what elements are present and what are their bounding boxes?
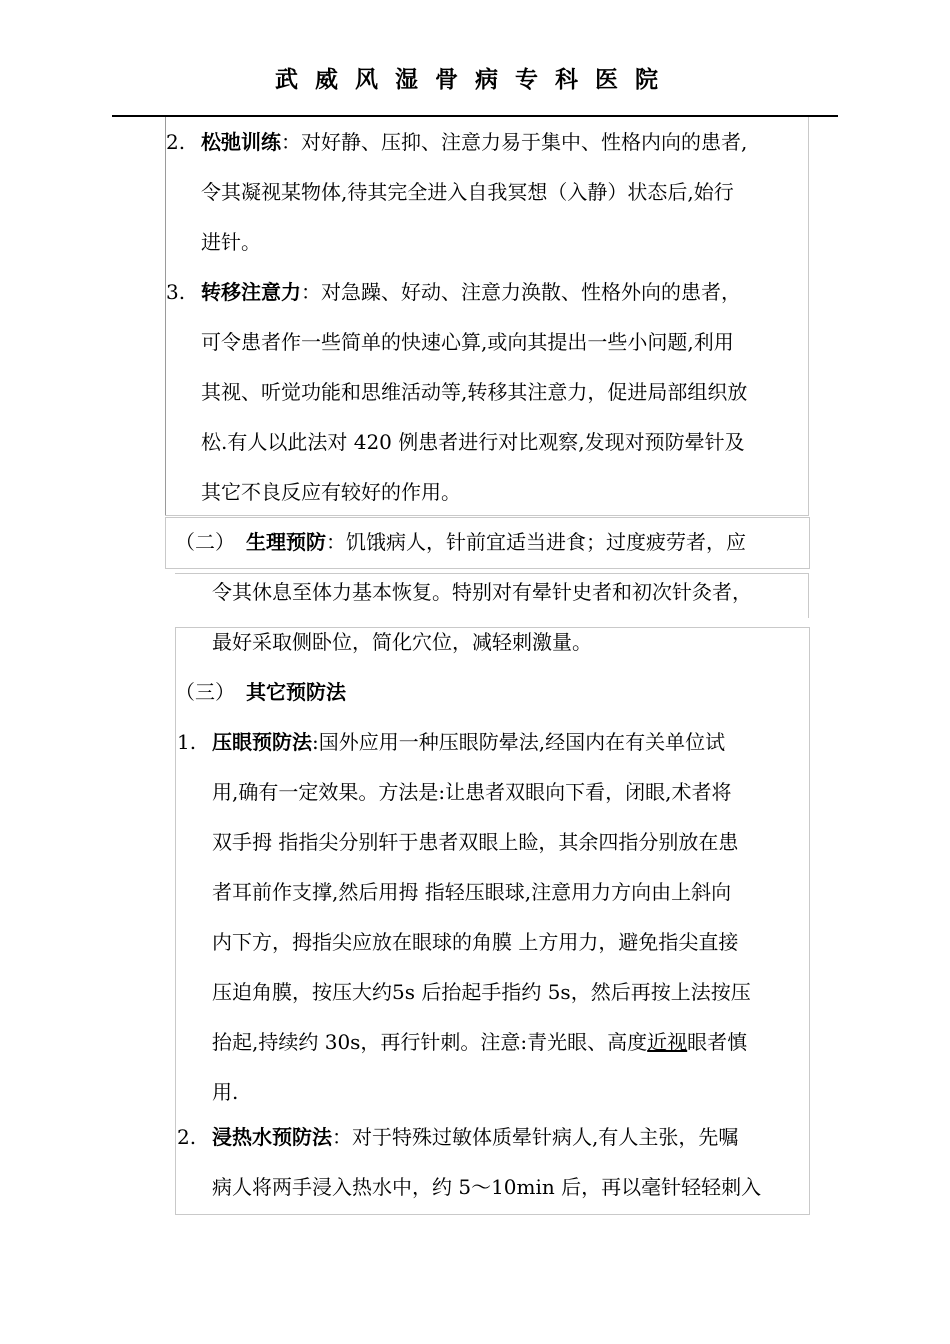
- page-header: 武威风湿骨病专科医院: [275, 66, 675, 93]
- item-number: 2.: [166, 130, 186, 154]
- physio-section: [175, 517, 815, 667]
- item-number: 1.: [177, 730, 197, 754]
- item-text: 眼者慎: [687, 1030, 748, 1054]
- section-label: （二）: [175, 530, 235, 554]
- psych-item-2: [166, 117, 816, 267]
- item-text: ：对好静、压抑、注意力易于集中、性格内向的患者,: [281, 130, 748, 154]
- section-text: 令其休息至体力基本恢复。特别对有晕针史者和初次针灸者，: [212, 580, 752, 604]
- item-text: 抬起,持续约 30s，再行针刺。注意:青光眼、高度: [212, 1030, 648, 1054]
- item-text: ：对急躁、好动、注意力涣散、性格外向的患者，: [301, 280, 741, 304]
- section-text: 最好采取侧卧位，简化穴位，减轻刺激量。: [212, 630, 592, 654]
- section-label: （三）: [175, 680, 235, 704]
- section-text: ：饥饿病人，针前宜适当进食；过度疲劳者，应: [326, 530, 746, 554]
- other-item-2: [177, 1112, 817, 1212]
- section-title: 其它预防法: [246, 680, 346, 704]
- item-text: 压迫角膜，按压大约5s 后抬起手指约 5s，然后再按上法按压: [212, 980, 751, 1004]
- item-text: 病人将两手浸入热水中，约 5～10min 后，再以毫针轻轻刺入: [212, 1175, 762, 1199]
- item-text: 其视、听觉功能和思维活动等,转移其注意力，促进局部组织放: [201, 380, 748, 404]
- other-item-1: [177, 717, 817, 1117]
- item-text: 用,确有一定效果。方法是:让患者双眼向下看，闭眼,术者将: [212, 780, 732, 804]
- item-text: 用.: [212, 1080, 239, 1104]
- item-term: 压眼预防法: [212, 730, 312, 754]
- item-text: 者耳前作支撑,然后用拇 指轻压眼球,注意用力方向由上斜向: [212, 880, 732, 904]
- psych-item-3: [166, 267, 816, 517]
- item-text: 令其凝视某物体,待其完全进入自我冥想（入静）状态后,始行: [201, 180, 734, 204]
- item-text: 双手拇 指指尖分别轩于患者双眼上睑，其余四指分别放在患: [212, 830, 739, 854]
- item-text: :国外应用一种压眼防晕法,经国内在有关单位试: [312, 730, 726, 754]
- item-term: 浸热水预防法: [212, 1125, 332, 1149]
- item-number: 3.: [166, 280, 186, 304]
- item-text: 松.有人以此法对 420 例患者进行对比观察,发现对预防晕针及: [201, 430, 745, 454]
- item-text: 内下方，拇指尖应放在眼球的角膜 上方用力，避免指尖直接: [212, 930, 739, 954]
- item-number: 2.: [177, 1125, 197, 1149]
- underlined-term: 近视: [647, 1030, 688, 1054]
- section-term: 生理预防: [246, 530, 326, 554]
- other-section-heading: [175, 667, 815, 717]
- item-term: 转移注意力: [201, 280, 301, 304]
- item-text: 可令患者作一些简单的快速心算,或向其提出一些小问题,利用: [201, 330, 734, 354]
- item-text: ：对于特殊过敏体质晕针病人,有人主张，先嘱: [332, 1125, 739, 1149]
- item-text: 其它不良反应有较好的作用。: [201, 480, 461, 504]
- item-term: 松弛训练: [201, 130, 281, 154]
- item-text: 进针。: [201, 230, 261, 254]
